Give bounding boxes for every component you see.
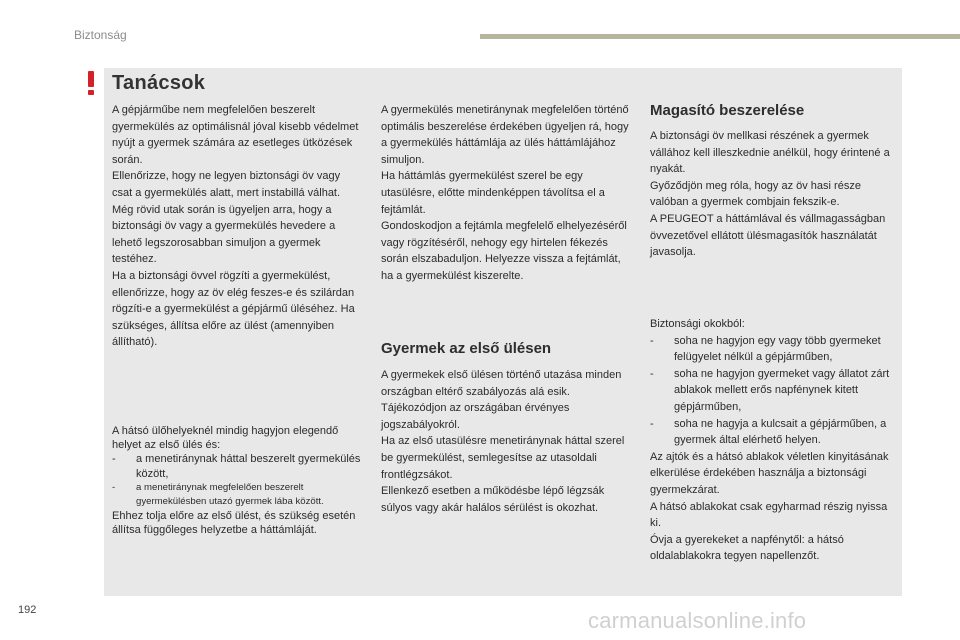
paragraph: A gyermekülés menetiránynak megfelelően történő optimális beszerelése érdekében ügyeljen rá, hogy a gyermekülés háttámlája az ülés háttámlájához simuljon. bbox=[381, 104, 629, 166]
paragraph: A gyermekek első ülésen történő utazása minden országban eltérő szabályozás alá esik. Tájékozódjon az országában érvényes jogszabályokról. bbox=[381, 369, 622, 431]
list-item: - a menetiránynak megfelelően beszerelt gyermekülésben utazó gyermek lába között. bbox=[112, 481, 362, 509]
paragraph: Ha az első utasülésre menetiránynak háttal szerel be gyermekülést, semlegesítse az utasoldali frontlégzsákot. bbox=[381, 435, 625, 481]
paragraph: A gépjárműbe nem megfelelően beszerelt gyermekülés az optimálisnál jóval kisebb védelmet nyújt a gyermek számára az esetleges ütközések során. bbox=[112, 104, 359, 166]
list-item: - soha ne hagyjon gyermeket vagy állatot zárt ablakok mellett erős napfénynek kitett gépjárműben, bbox=[650, 366, 900, 416]
paragraph: Az ajtók és a hátsó ablakok véletlen kinyitásának elkerülése érdekében használja a biztonsági gyermekzárat. bbox=[650, 450, 889, 496]
paragraph: Még rövid utak során is ügyeljen arra, hogy a biztonsági öv vagy a gyermekülés hevedere a lehető legszorosabban simuljon a gyermek testéhez. bbox=[112, 203, 336, 266]
paragraph: Ha a biztonsági övvel rögzíti a gyermekülést, ellenőrizze, hogy az öv elég feszes-e és szilárdan rögzíti-e a gyermekülést a gépjármű üléséhez. Ha szükséges, állítsa előre az ülést (amennyiben állítható). bbox=[112, 269, 355, 349]
front-seat-heading: Gyermek az első ülésen bbox=[381, 340, 552, 357]
col3-booster-text bbox=[650, 128, 900, 261]
paragraph: Ellenkező esetben a működésbe lépő légzsák súlyos vagy akár halálos sérülést is okozhat. bbox=[381, 485, 605, 514]
watermark: carmanualsonline.info bbox=[588, 608, 807, 633]
section-title: Biztonság bbox=[74, 28, 127, 42]
rear-seat-list bbox=[112, 452, 362, 509]
header-bar bbox=[480, 34, 960, 39]
paragraph: Ehhez tolja előre az első ülést, és szükség esetén állítsa függőleges helyzetbe a háttámláját. bbox=[112, 510, 356, 537]
list-item: - soha ne hagyja a kulcsait a gépjárműben, a gyermek által elérhető helyen. bbox=[650, 416, 900, 449]
paragraph: Ha háttámlás gyermekülést szerel be egy utasülésre, előtte mindenképpen távolítsa el a fejtámlát. bbox=[381, 170, 605, 216]
panel-title: Tanácsok bbox=[112, 72, 206, 94]
col1-rear-seat bbox=[112, 424, 362, 538]
paragraph: A PEUGEOT a háttámlával és vállmagasságban övvezetővel ellátott ülésmagasítók használatát javasolja. bbox=[650, 212, 886, 259]
col1-text bbox=[112, 102, 362, 351]
list-item: - soha ne hagyjon egy vagy több gyermeket felügyelet nélkül a gépjárműben, bbox=[650, 333, 900, 366]
paragraph: A hátsó ülőhelyeknél mindig hagyjon elegendő helyet az első ülés és: bbox=[112, 425, 339, 452]
page-number: 192 bbox=[18, 604, 37, 616]
paragraph: Óvja a gyerekeket a napfénytől: a hátsó oldalablakokra tegyen napellenzőt. bbox=[650, 533, 844, 563]
safety-list bbox=[650, 333, 900, 449]
paragraph: A hátsó ablakokat csak egyharmad részig nyissa ki. bbox=[650, 500, 888, 530]
warning-icon bbox=[84, 70, 98, 96]
paragraph: Ellenőrizze, hogy ne legyen biztonsági öv vagy csat a gyermekülés alatt, mert instabillá válhat. bbox=[112, 170, 341, 199]
col3-safety-text bbox=[650, 316, 900, 565]
paragraph: Győződjön meg róla, hogy az öv hasi része valóban a gyermek combjain fekszik-e. bbox=[650, 179, 861, 209]
paragraph: Biztonsági okokból: bbox=[650, 318, 745, 330]
col2-front-seat-text bbox=[381, 367, 633, 516]
paragraph: A biztonsági öv mellkasi részének a gyermek vállához kell illeszkednie anélkül, hogy érintené a nyakát. bbox=[650, 130, 890, 176]
list-item: - a menetiránynak háttal beszerelt gyermekülés között, bbox=[112, 452, 362, 480]
paragraph: Gondoskodjon a fejtámla megfelelő elhelyezéséről vagy rögzítéséről, nehogy egy hirtelen fékezés során elszabaduljon. Helyezze vissza a fejtámlát, ha a gyermekülést kiszerelte. bbox=[381, 220, 627, 282]
col2-text bbox=[381, 102, 633, 285]
booster-heading: Magasító beszerelése bbox=[650, 102, 805, 119]
